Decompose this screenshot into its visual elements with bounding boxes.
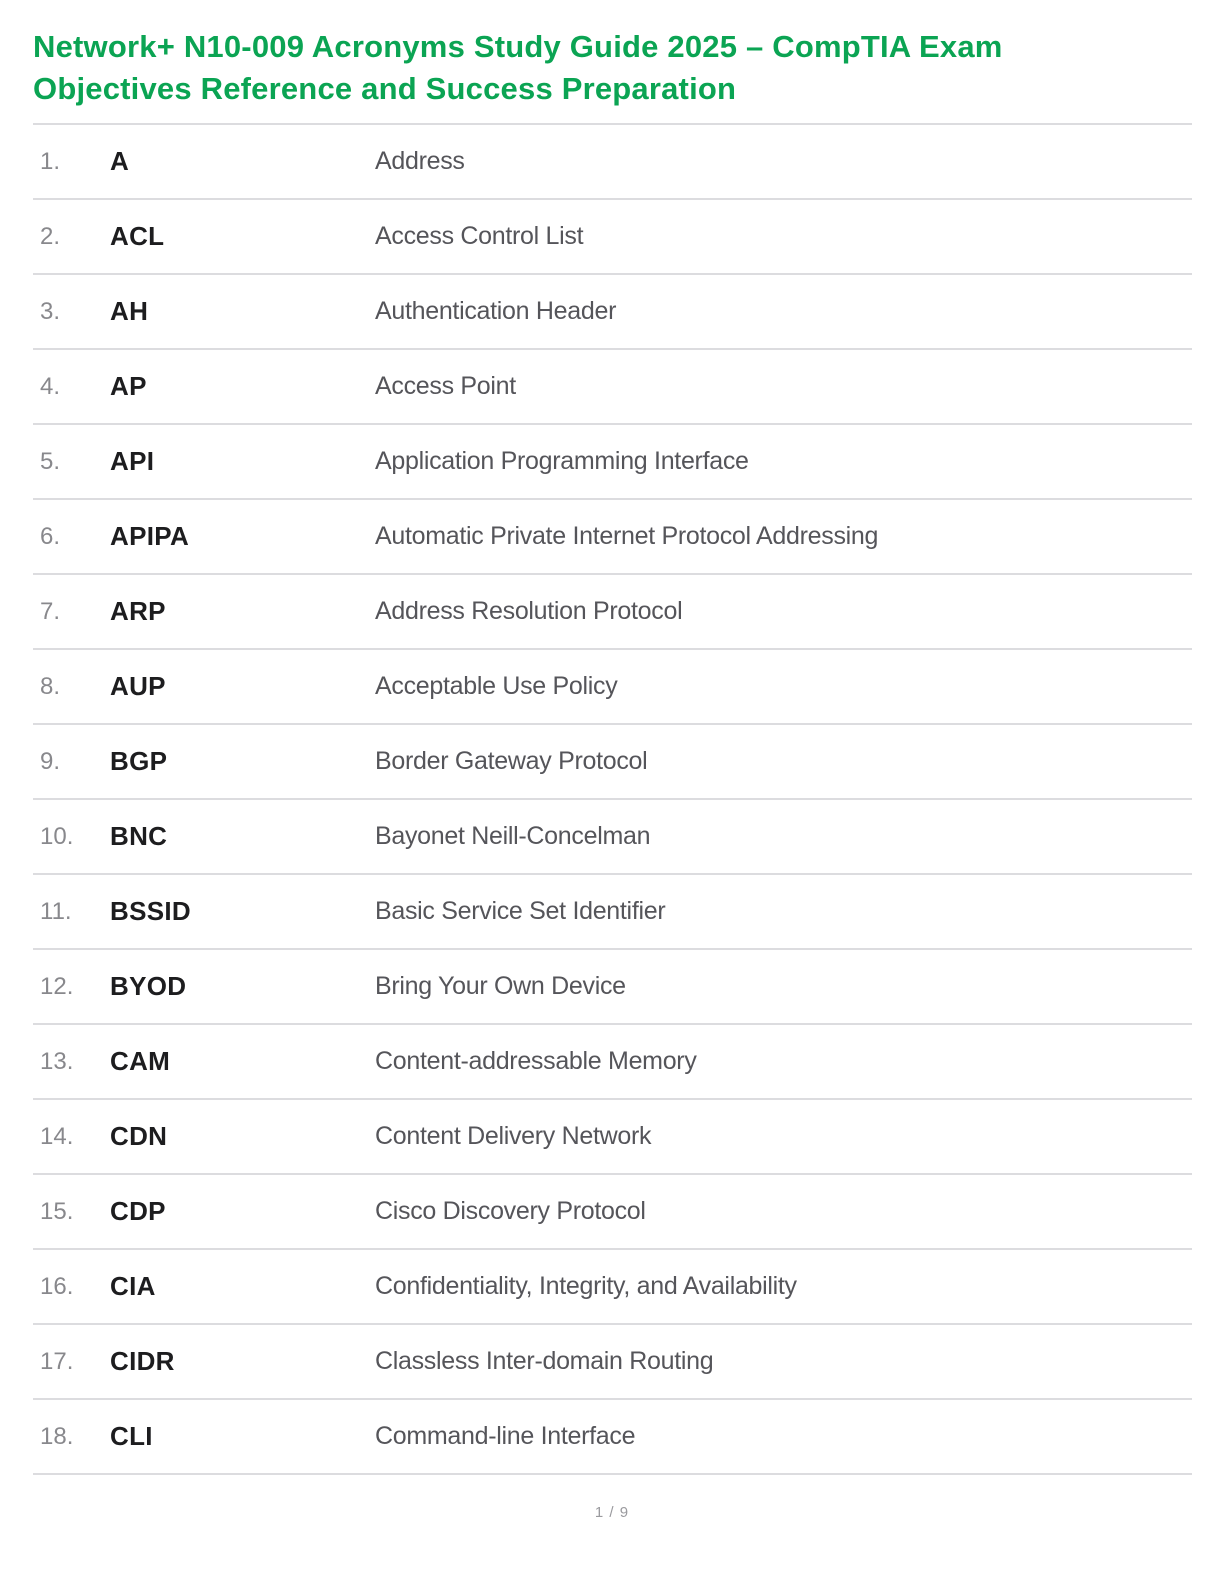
row-number: 8. [40,672,61,700]
table-row [33,275,1192,350]
table-row [33,650,1192,725]
page-title-line-1: Network+ N10-009 Acronyms Study Guide 2025 – CompTIA Exam [33,29,1003,64]
row-acronym: CAM [110,1046,171,1076]
row-acronym: A [110,146,130,176]
row-acronym: BSSID [110,896,191,926]
row-acronym: BNC [110,821,168,851]
table-row [33,350,1192,425]
row-number: 16. [40,1272,74,1300]
row-number: 7. [40,597,61,625]
row-number: 9. [40,747,61,775]
row-acronym: BGP [110,746,168,776]
row-definition: Bayonet Neill-Concelman [375,822,651,850]
row-acronym: CDN [110,1121,168,1151]
row-acronym: CIA [110,1271,156,1301]
row-number: 2. [40,222,61,250]
row-acronym: ACL [110,221,165,251]
row-definition: Basic Service Set Identifier [375,897,666,925]
row-number: 1. [40,147,61,175]
row-number: 10. [40,822,74,850]
row-number: 14. [40,1122,74,1150]
row-definition: Address Resolution Protocol [375,597,683,625]
row-definition: Cisco Discovery Protocol [375,1197,646,1225]
row-definition: Confidentiality, Integrity, and Availability [375,1272,797,1300]
row-acronym: ARP [110,596,166,626]
row-definition: Authentication Header [375,297,617,325]
table-row [33,725,1192,800]
page-title-line-2: Objectives Reference and Success Preparation [33,71,737,106]
row-definition: Acceptable Use Policy [375,672,618,700]
row-definition: Access Point [375,372,516,400]
table-row [33,1400,1192,1475]
row-acronym: AUP [110,671,166,701]
row-definition: Content Delivery Network [375,1122,652,1150]
table-row [33,1175,1192,1250]
row-definition: Content-addressable Memory [375,1047,697,1075]
row-number: 5. [40,447,61,475]
row-definition: Address [375,147,465,175]
page-title [0,0,1224,110]
table-row [33,1250,1192,1325]
table-row [33,1025,1192,1100]
table-row [33,425,1192,500]
table-row [33,575,1192,650]
row-number: 3. [40,297,61,325]
row-number: 4. [40,372,61,400]
row-acronym: CLI [110,1421,153,1451]
row-acronym: CIDR [110,1346,175,1376]
row-definition: Application Programming Interface [375,447,749,475]
row-number: 17. [40,1347,74,1375]
row-acronym: CDP [110,1196,166,1226]
row-number: 18. [40,1422,74,1450]
table-row [33,950,1192,1025]
table-row [33,500,1192,575]
row-definition: Command-line Interface [375,1422,636,1450]
acronym-table [33,123,1192,1475]
row-definition: Classless Inter-domain Routing [375,1347,714,1375]
row-definition: Automatic Private Internet Protocol Addressing [375,522,879,550]
row-number: 11. [40,897,72,925]
row-acronym: BYOD [110,971,187,1001]
row-definition: Access Control List [375,222,584,250]
table-row [33,200,1192,275]
row-acronym: APIPA [110,521,190,551]
row-definition: Bring Your Own Device [375,972,626,1000]
row-acronym: AH [110,296,149,326]
table-row [33,1100,1192,1175]
table-row [33,125,1192,200]
table-row [33,800,1192,875]
row-acronym: API [110,446,155,476]
row-number: 15. [40,1197,74,1225]
row-number: 13. [40,1047,74,1075]
page-number: 1 / 9 [594,1504,630,1521]
row-definition: Border Gateway Protocol [375,747,648,775]
table-row [33,1325,1192,1400]
row-acronym: AP [110,371,147,401]
table-row [33,875,1192,950]
row-number: 6. [40,522,61,550]
row-number: 12. [40,972,74,1000]
